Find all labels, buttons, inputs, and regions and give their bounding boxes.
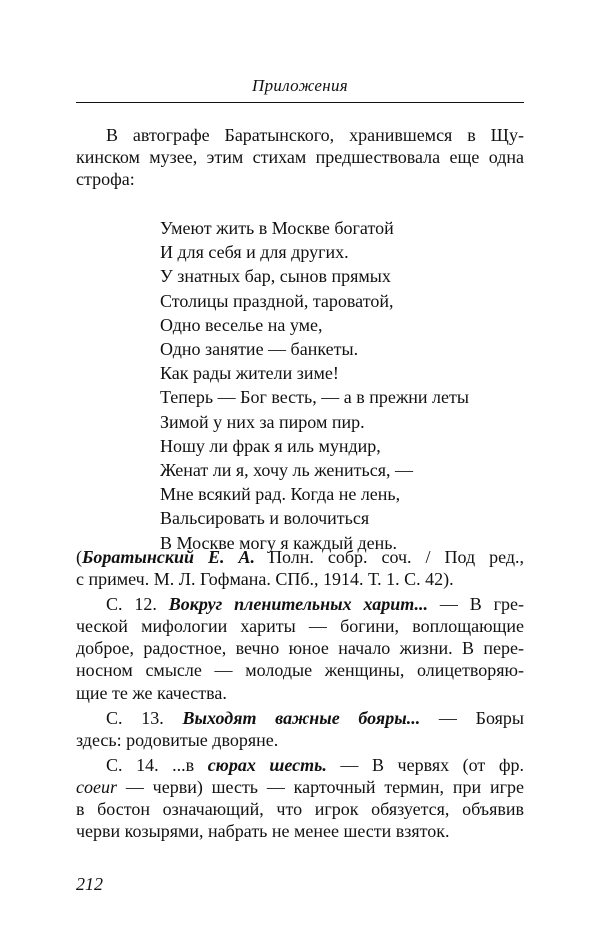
- note-line: в бостон означающий, что игрок обязуется, объявив: [76, 799, 524, 820]
- poem-line: И для себя и для других.: [160, 242, 349, 263]
- poem-line: Зимой у них за пиром пир.: [160, 411, 365, 432]
- citation-line: [76, 546, 524, 568]
- poem-stanza: [160, 216, 469, 555]
- note-line: черви козырями, набрать не менее шести взяток.: [76, 821, 450, 842]
- citation-author: Боратынский Е. А.: [82, 547, 256, 567]
- note-line: ческой мифологии хариты — богини, воплощающие: [76, 616, 524, 637]
- note-line: [76, 707, 524, 729]
- poem-line: Теперь — Бог весть, — а в прежни леты: [160, 387, 469, 408]
- note-line: [76, 593, 524, 615]
- page-number: 212: [76, 874, 103, 894]
- note-line: [76, 754, 524, 776]
- poem-line: Ношу ли фрак я иль мундир,: [160, 435, 381, 456]
- intro-line: кинском музее, этим стихам предшествовала еще одна: [76, 147, 524, 167]
- poem-line: Столицы праздной, тароватой,: [160, 290, 394, 311]
- note-line: щие те же качества.: [76, 682, 227, 703]
- poem-line: Умеют жить в Москве богатой: [160, 218, 394, 238]
- poem-line: Одно занятие — банкеты.: [160, 339, 359, 360]
- poem-line: Женат ли я, хочу ль жениться, —: [160, 460, 414, 481]
- note-text: — В червях (от фр.: [326, 754, 525, 775]
- note-line: доброе, радостное, вечно юное начало жизни. В пере-: [76, 638, 524, 659]
- poem-line: Мне всякий рад. Когда не лень,: [160, 484, 401, 505]
- note-ref: С. 14. ...в: [106, 754, 208, 775]
- poem-line: Одно веселье на уме,: [160, 314, 323, 335]
- citation-line: с примеч. М. Л. Гофмана. СПб., 1914. Т. 1. С. 42).: [76, 569, 454, 590]
- note-text: — Бояры: [420, 707, 525, 728]
- note-text: — В гре-: [428, 594, 524, 615]
- header-rule: [76, 102, 524, 103]
- note-foreign-word: coeur: [76, 776, 117, 797]
- note-ref: С. 13.: [106, 707, 183, 728]
- note-text: — черви) шесть — карточный термин, при игре: [116, 776, 524, 797]
- intro-line: строфа:: [76, 169, 135, 189]
- note-lemma: Выходят важные бояры...: [182, 707, 421, 728]
- intro-paragraph: [76, 124, 524, 190]
- source-citation: [76, 546, 524, 590]
- note-page-12: [76, 593, 524, 703]
- running-title: Приложения: [252, 76, 348, 95]
- note-page-13: [76, 707, 524, 751]
- note-line: носном смысле — молодые женщины, олицетворяю-: [76, 660, 524, 681]
- poem-line: В Москве могу я каждый день.: [160, 532, 397, 553]
- poem-line: Как рады жители зиме!: [160, 363, 339, 384]
- intro-line: В автографе Баратынского, хранившемся в Щу-: [106, 125, 524, 145]
- note-line: [76, 776, 524, 798]
- commentary-notes: [76, 546, 524, 845]
- note-ref: С. 12.: [106, 594, 169, 615]
- note-lemma: Вокруг пленительных харит...: [168, 594, 429, 615]
- note-page-14: [76, 754, 524, 842]
- poem-line: У знатных бар, сынов прямых: [160, 266, 391, 287]
- citation-open-paren: (: [76, 547, 82, 567]
- poem-line: Вальсировать и волочиться: [160, 508, 370, 529]
- citation-text: Полн. собр. соч. / Под ред.,: [255, 547, 524, 567]
- note-lemma: сюрах шесть.: [207, 754, 327, 775]
- note-line: здесь: родовитые дворяне.: [76, 729, 279, 750]
